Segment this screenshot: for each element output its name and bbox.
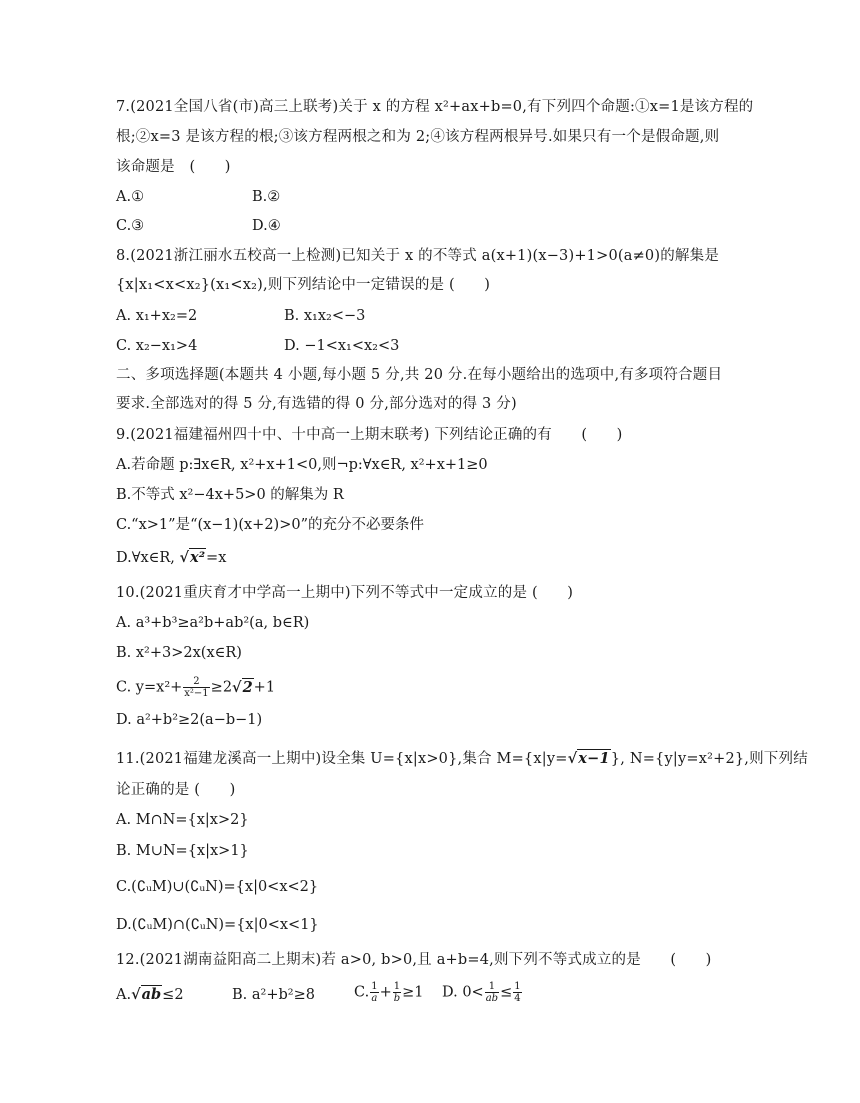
q10-option-c-radicand: 2	[242, 678, 253, 696]
q10-option-b: B. x²+3>2x(x∈R)	[116, 645, 242, 661]
q12-option-c-fraction1	[370, 981, 378, 1004]
q10-option-c-fraction	[183, 676, 209, 699]
q12-option-c-denominator2: b	[393, 993, 401, 1004]
q12-option-d-denominator1: ab	[485, 993, 499, 1004]
q11-stem-prefix: 11.(2021福建龙溪高一上期中)设全集 U={x|x>0},集合 M={x|y=	[116, 751, 568, 767]
q11-stem-radicand: x−1	[578, 750, 610, 767]
q12-option-d-numerator1: 1	[485, 981, 499, 993]
q12-stem: 12.(2021湖南益阳高二上期末)若 a>0, b>0,且 a+b=4,则下列不等式成立的是 ( )	[116, 952, 712, 968]
q12-option-c-numerator2: 1	[393, 981, 401, 992]
q8-option-a: A. x₁+x₂=2	[116, 308, 198, 324]
q12-option-d-numerator2: 1	[514, 981, 521, 992]
q12-option-d	[442, 981, 523, 1004]
q9-option-a: A.若命题 p:∃x∈R, x²+x+1<0,则¬p:∀x∈R, x²+x+1≥0	[116, 457, 488, 473]
q9-option-d-suffix: =x	[206, 550, 227, 566]
q12-option-c-prefix: C.	[354, 984, 370, 1001]
q7-stem-line3: 该命题是 ( )	[116, 159, 231, 175]
q7-option-c: C.③	[116, 218, 145, 234]
q11-option-a: A. M∩N={x|x>2}	[116, 812, 249, 828]
q9-option-d-radicand: x²	[190, 549, 206, 566]
q11-option-c: C.(∁ᵤM)∪(∁ᵤN)={x|0<x<2}	[116, 879, 319, 895]
q12-option-a-sqrt: √ab	[131, 986, 162, 1003]
section2-heading-line1: 二、多项选择题(本题共 4 小题,每小题 5 分,共 20 分.在每小题给出的选项中,有多项符合题目	[116, 367, 723, 383]
q12-option-b: B. a²+b²≥8	[232, 987, 315, 1003]
q12-option-c-suffix: ≥1	[402, 984, 424, 1001]
q8-option-d: D. −1<x₁<x₂<3	[284, 338, 400, 354]
q10-option-c-prefix: C. y=x²+	[116, 679, 183, 696]
q11-option-d: D.(∁ᵤM)∩(∁ᵤN)={x|0<x<1}	[116, 917, 319, 933]
q10-option-c-suffix: +1	[253, 679, 276, 696]
q12-option-c-denominator1: a	[371, 993, 378, 1004]
q12-option-c-plus: +	[379, 984, 392, 1001]
q10-stem: 10.(2021重庆育才中学高一上期中)下列不等式中一定成立的是 ( )	[116, 585, 574, 601]
q9-option-d	[116, 548, 226, 568]
q11-stem-line2: 论正确的是 ( )	[116, 782, 236, 798]
q12-option-c	[354, 981, 424, 1004]
q11-stem-sqrt: √x−1	[567, 750, 610, 767]
q12-option-d-denominator2: 4	[514, 993, 521, 1004]
section2-heading-line2: 要求.全部选对的得 5 分,有选错的得 0 分,部分选对的得 3 分)	[116, 396, 517, 412]
q10-option-a: A. a³+b³≥a²b+ab²(a, b∈R)	[116, 615, 310, 631]
q12-option-d-fraction1	[485, 981, 499, 1004]
q9-option-b: B.不等式 x²−4x+5>0 的解集为 R	[116, 487, 344, 503]
q10-option-c-sqrt: √2	[232, 678, 253, 696]
q11-stem-line1	[116, 749, 808, 769]
q10-option-c-denominator: x²−1	[184, 688, 209, 699]
q9-option-c: C.“x>1”是“(x−1)(x+2)>0”的充分不必要条件	[116, 517, 424, 533]
q8-stem-line1: 8.(2021浙江丽水五校高一上检测)已知关于 x 的不等式 a(x+1)(x−3)+1>0(a≠0)的解集是	[116, 248, 720, 264]
q9-option-d-prefix: D.∀x∈R,	[116, 550, 180, 566]
q12-option-d-prefix: D. 0<	[442, 984, 484, 1001]
q12-option-a	[116, 985, 184, 1005]
q9-option-d-sqrt: √x²	[179, 549, 206, 566]
q7-option-b: B.②	[252, 189, 281, 205]
q12-option-c-numerator1: 1	[371, 981, 378, 992]
q8-option-b: B. x₁x₂<−3	[284, 308, 366, 324]
q10-option-c	[116, 676, 275, 699]
q7-option-d: D.④	[252, 218, 281, 234]
q12-option-a-suffix: ≤2	[162, 987, 184, 1003]
q8-option-c: C. x₂−x₁>4	[116, 338, 198, 354]
q11-option-b: B. M∪N={x|x>1}	[116, 843, 249, 859]
q7-stem-line1: 7.(2021全国八省(市)高三上联考)关于 x 的方程 x²+ax+b=0,有下列四个命题:①x=1是该方程的	[116, 99, 754, 115]
q10-option-c-mid: ≥2	[210, 679, 233, 696]
q9-stem: 9.(2021福建福州四十中、十中高一上期末联考) 下列结论正确的有 ( )	[116, 427, 623, 443]
q7-option-a: A.①	[116, 189, 145, 205]
q10-option-c-numerator: 2	[183, 676, 209, 688]
q12-option-d-mid: ≤	[500, 984, 513, 1001]
q7-stem-line2: 根;②x=3 是该方程的根;③该方程两根之和为 2;④该方程两根异号.如果只有一个是假命题,则	[116, 129, 720, 145]
q8-stem-line2: {x|x₁<x<x₂}(x₁<x₂),则下列结论中一定错误的是 ( )	[116, 277, 491, 293]
q12-option-a-radicand: ab	[141, 986, 162, 1003]
q11-stem-suffix: }, N={y|y=x²+2},则下列结	[610, 751, 808, 767]
q12-option-d-fraction2	[513, 981, 521, 1004]
q10-option-d: D. a²+b²≥2(a−b−1)	[116, 712, 263, 728]
q12-option-c-fraction2	[393, 981, 401, 1004]
q12-option-a-prefix: A.	[116, 987, 132, 1003]
